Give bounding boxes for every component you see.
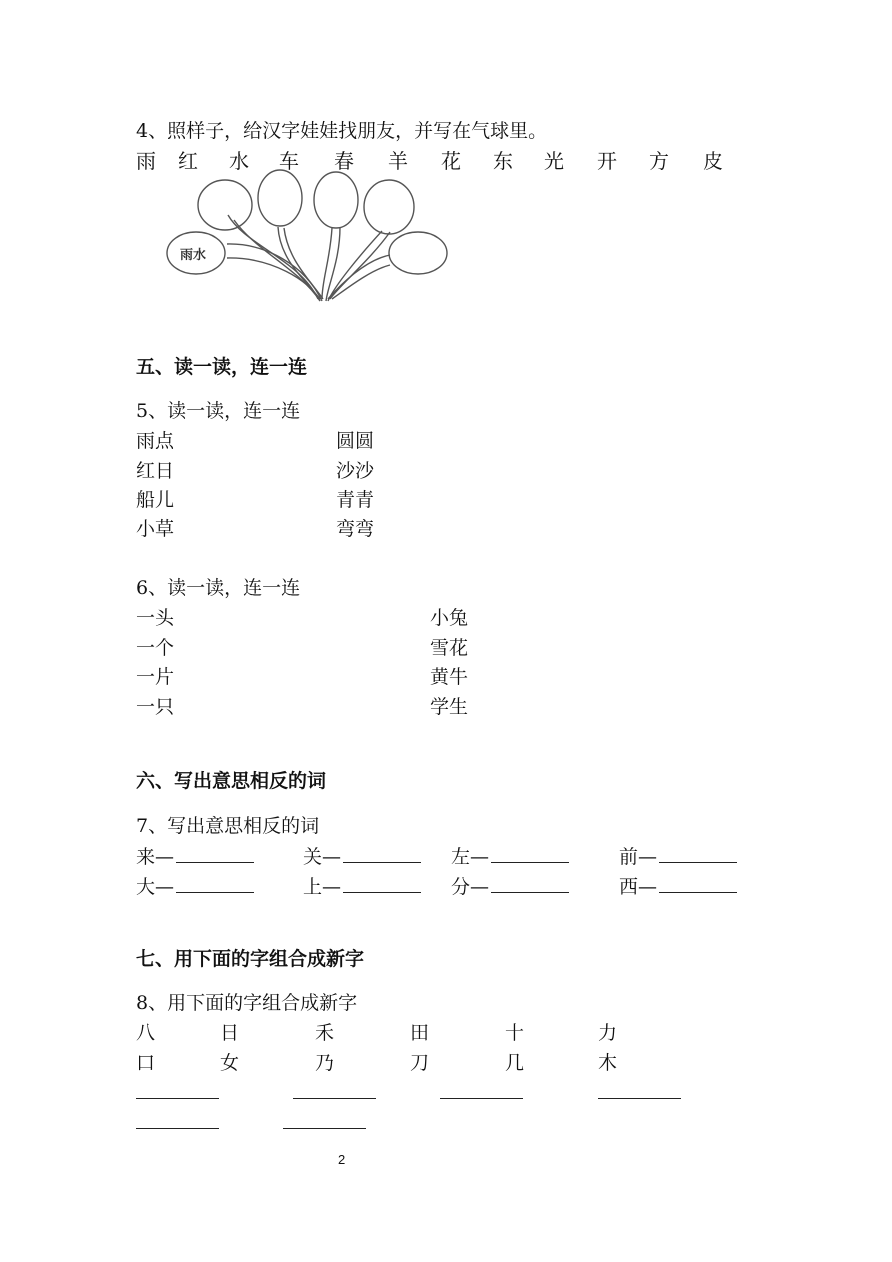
- q4-char: 东: [493, 149, 513, 173]
- q5-left-item: 船儿: [136, 489, 175, 511]
- q8-char: 十: [505, 1022, 525, 1044]
- q7-item: [619, 842, 737, 869]
- q8-char: 田: [410, 1022, 430, 1044]
- q7-item-label: 西—: [619, 876, 658, 898]
- q8-answer-line[interactable]: [598, 1098, 681, 1099]
- q7-item: [451, 872, 569, 899]
- q6-left-item: 一个: [136, 637, 175, 659]
- q7-item-label: 关—: [303, 846, 342, 868]
- q5-right-item: 圆圆: [336, 430, 375, 452]
- balloon-diagram: [160, 165, 460, 310]
- q7-title: 7、写出意思相反的词: [136, 815, 320, 837]
- q5-left-item: 小草: [136, 518, 175, 540]
- q8-char: 木: [598, 1052, 618, 1074]
- q7-item-label: 大—: [136, 876, 175, 898]
- q6-right-item: 小兔: [430, 607, 469, 629]
- q4-char: 羊: [388, 149, 408, 173]
- q7-answer-blank[interactable]: [491, 844, 569, 863]
- q8-char: 力: [598, 1022, 618, 1044]
- q7-item: [303, 872, 421, 899]
- q8-answer-line[interactable]: [293, 1098, 376, 1099]
- q4-char: 雨: [136, 149, 156, 173]
- q4-char: 红: [178, 149, 198, 173]
- q8-title: 8、用下面的字组合成新字: [136, 992, 358, 1014]
- balloon-shape: [198, 180, 252, 230]
- q5-right-item: 沙沙: [336, 460, 375, 482]
- q7-item: [136, 842, 254, 869]
- balloon-shape: [389, 232, 447, 274]
- q4-char: 水: [229, 149, 249, 173]
- q7-answer-blank[interactable]: [343, 844, 421, 863]
- q4-char: 花: [441, 149, 461, 173]
- q7-item-label: 左—: [451, 846, 490, 868]
- q7-answer-blank[interactable]: [659, 874, 737, 893]
- q7-item: [303, 842, 421, 869]
- q8-answer-line[interactable]: [440, 1098, 523, 1099]
- q8-char: 女: [220, 1052, 240, 1074]
- q8-char: 乃: [315, 1052, 335, 1074]
- q8-char: 八: [136, 1022, 156, 1044]
- q7-answer-blank[interactable]: [176, 874, 254, 893]
- q6-right-item: 雪花: [430, 637, 469, 659]
- q8-char: 几: [505, 1052, 525, 1074]
- q7-item-label: 前—: [619, 846, 658, 868]
- balloon-example-label: 雨水: [180, 248, 207, 263]
- balloon-shape: [258, 170, 302, 226]
- q6-right-item: 黄牛: [430, 666, 469, 688]
- q7-answer-blank[interactable]: [491, 874, 569, 893]
- q4-char: 春: [334, 149, 354, 173]
- q4-char: 方: [649, 149, 669, 173]
- q7-answer-blank[interactable]: [343, 874, 421, 893]
- q6-right-item: 学生: [430, 696, 469, 718]
- q8-char: 日: [220, 1022, 240, 1044]
- q8-answer-line[interactable]: [136, 1128, 219, 1129]
- q8-char: 禾: [315, 1022, 335, 1044]
- section-heading-5: 五、读一读，连一连: [136, 356, 308, 378]
- balloon-shape: [314, 172, 358, 228]
- q7-item: [136, 872, 254, 899]
- q8-answer-line[interactable]: [283, 1128, 366, 1129]
- q5-right-item: 弯弯: [336, 518, 375, 540]
- q4-char: 皮: [703, 149, 723, 173]
- q7-answer-blank[interactable]: [176, 844, 254, 863]
- q4-char: 光: [544, 149, 564, 173]
- q6-left-item: 一片: [136, 666, 175, 688]
- q5-title: 5、读一读，连一连: [136, 400, 301, 422]
- q6-left-item: 一只: [136, 696, 175, 718]
- balloon-shape: [364, 180, 414, 234]
- q7-item-label: 分—: [451, 876, 490, 898]
- q7-item: [451, 842, 569, 869]
- q6-left-item: 一头: [136, 607, 175, 629]
- q7-item-label: 来—: [136, 846, 175, 868]
- page-number: 2: [338, 1152, 346, 1167]
- q7-answer-blank[interactable]: [659, 844, 737, 863]
- q6-title: 6、读一读，连一连: [136, 577, 301, 599]
- q5-left-item: 红日: [136, 460, 175, 482]
- q4-char: 开: [597, 149, 617, 173]
- q4-char: 车: [279, 149, 299, 173]
- q8-char: 刀: [410, 1052, 430, 1074]
- section-heading-7: 七、用下面的字组合成新字: [136, 948, 365, 970]
- section-heading-6: 六、写出意思相反的词: [136, 770, 327, 792]
- q8-char: 口: [136, 1052, 156, 1074]
- q4-title: 4、照样子，给汉字娃娃找朋友，并写在气球里。: [136, 120, 548, 142]
- q7-item-label: 上—: [303, 876, 342, 898]
- q5-right-item: 青青: [336, 489, 375, 511]
- q8-answer-line[interactable]: [136, 1098, 219, 1099]
- q5-left-item: 雨点: [136, 430, 175, 452]
- q7-item: [619, 872, 737, 899]
